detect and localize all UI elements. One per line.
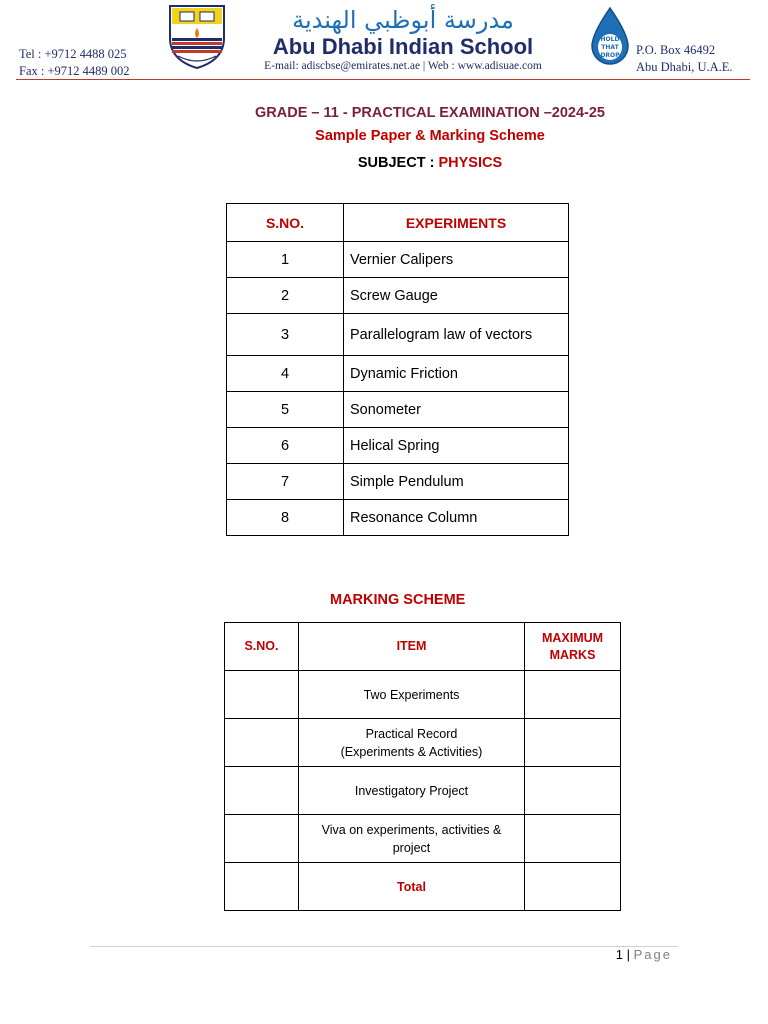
column-header-item: ITEM	[299, 623, 525, 671]
school-name: Abu Dhabi Indian School	[272, 34, 534, 59]
marking-scheme-table	[224, 622, 621, 911]
page-number: 1	[615, 947, 623, 962]
row-experiment: Helical Spring	[344, 428, 569, 464]
table-header-row	[225, 623, 621, 671]
total-row	[225, 863, 621, 911]
fax-number: Fax : +9712 4489 002	[19, 64, 130, 78]
row-marks	[525, 767, 621, 815]
phone-contacts	[19, 46, 130, 80]
postal-address	[636, 42, 733, 76]
row-sno: 2	[227, 278, 344, 314]
row-sno	[225, 767, 299, 815]
item-line: project	[392, 840, 431, 855]
row-sno: 3	[227, 314, 344, 356]
row-experiment: Screw Gauge	[344, 278, 569, 314]
table-row	[225, 815, 621, 863]
row-item	[299, 719, 525, 767]
max-marks-header-text: MAXIMUM MARKS	[541, 630, 604, 662]
table-row	[227, 356, 569, 392]
row-sno	[225, 719, 299, 767]
exam-subtitle: Sample Paper & Marking Scheme	[315, 128, 545, 144]
drop-text-that: THAT	[601, 44, 619, 51]
row-experiment: Dynamic Friction	[344, 356, 569, 392]
row-experiment: Simple Pendulum	[344, 464, 569, 500]
table-row	[227, 392, 569, 428]
column-header-experiments: EXPERIMENTS	[344, 204, 569, 242]
page-label: Page	[633, 947, 672, 962]
experiments-table	[226, 203, 569, 536]
table-row	[225, 671, 621, 719]
row-sno	[225, 815, 299, 863]
total-label: Total	[299, 863, 525, 911]
row-sno: 8	[227, 500, 344, 536]
page-footer	[560, 947, 672, 962]
row-sno: 4	[227, 356, 344, 392]
table-row	[227, 428, 569, 464]
item-line: Investigatory Project	[354, 783, 469, 798]
school-name-arabic: مدرسة أبوظبي الهندية	[292, 6, 514, 34]
row-sno	[225, 671, 299, 719]
table-row	[225, 767, 621, 815]
row-item	[299, 815, 525, 863]
table-row	[227, 278, 569, 314]
school-crest-logo	[166, 4, 228, 70]
row-item	[299, 767, 525, 815]
item-line: Two Experiments	[363, 687, 460, 702]
drop-text-drop: DROP	[600, 52, 620, 59]
subject-value: PHYSICS	[438, 155, 503, 171]
row-marks	[525, 719, 621, 767]
row-experiment: Sonometer	[344, 392, 569, 428]
row-experiment: Vernier Calipers	[344, 242, 569, 278]
tel-number: Tel : +9712 4488 025	[19, 47, 127, 61]
school-letterhead	[16, 4, 752, 80]
row-sno: 6	[227, 428, 344, 464]
marking-scheme-heading: MARKING SCHEME	[330, 592, 466, 608]
row-sno: 1	[227, 242, 344, 278]
drop-text-hold: HOLD	[600, 36, 620, 43]
column-header-max-marks	[525, 623, 621, 671]
page-separator: |	[626, 947, 630, 962]
table-row	[225, 719, 621, 767]
row-item	[299, 671, 525, 719]
row-experiment: Parallelogram law of vectors	[344, 314, 569, 356]
table-row	[227, 464, 569, 500]
total-marks	[525, 863, 621, 911]
item-line: (Experiments & Activities)	[340, 744, 483, 759]
row-sno: 5	[227, 392, 344, 428]
po-box: P.O. Box 46492	[636, 43, 716, 57]
table-row	[227, 500, 569, 536]
subject-label: SUBJECT :	[357, 155, 435, 171]
hold-that-drop-logo	[588, 6, 632, 70]
table-header-row	[227, 204, 569, 242]
table-row	[227, 242, 569, 278]
row-sno: 7	[227, 464, 344, 500]
row-marks	[525, 671, 621, 719]
row-marks	[525, 815, 621, 863]
exam-title: GRADE – 11 - PRACTICAL EXAMINATION –2024-25	[255, 105, 605, 121]
email-web: E-mail: adiscbse@emirates.net.ae | Web : www.adisuae.com	[264, 60, 542, 72]
item-line: Viva on experiments, activities &	[321, 822, 502, 837]
item-line: Practical Record	[365, 726, 458, 741]
subject-line	[0, 155, 768, 171]
header-divider	[16, 79, 750, 80]
column-header-sno: S.NO.	[225, 623, 299, 671]
column-header-sno: S.NO.	[227, 204, 344, 242]
row-experiment: Resonance Column	[344, 500, 569, 536]
table-row	[227, 314, 569, 356]
city: Abu Dhabi, U.A.E.	[636, 60, 733, 74]
